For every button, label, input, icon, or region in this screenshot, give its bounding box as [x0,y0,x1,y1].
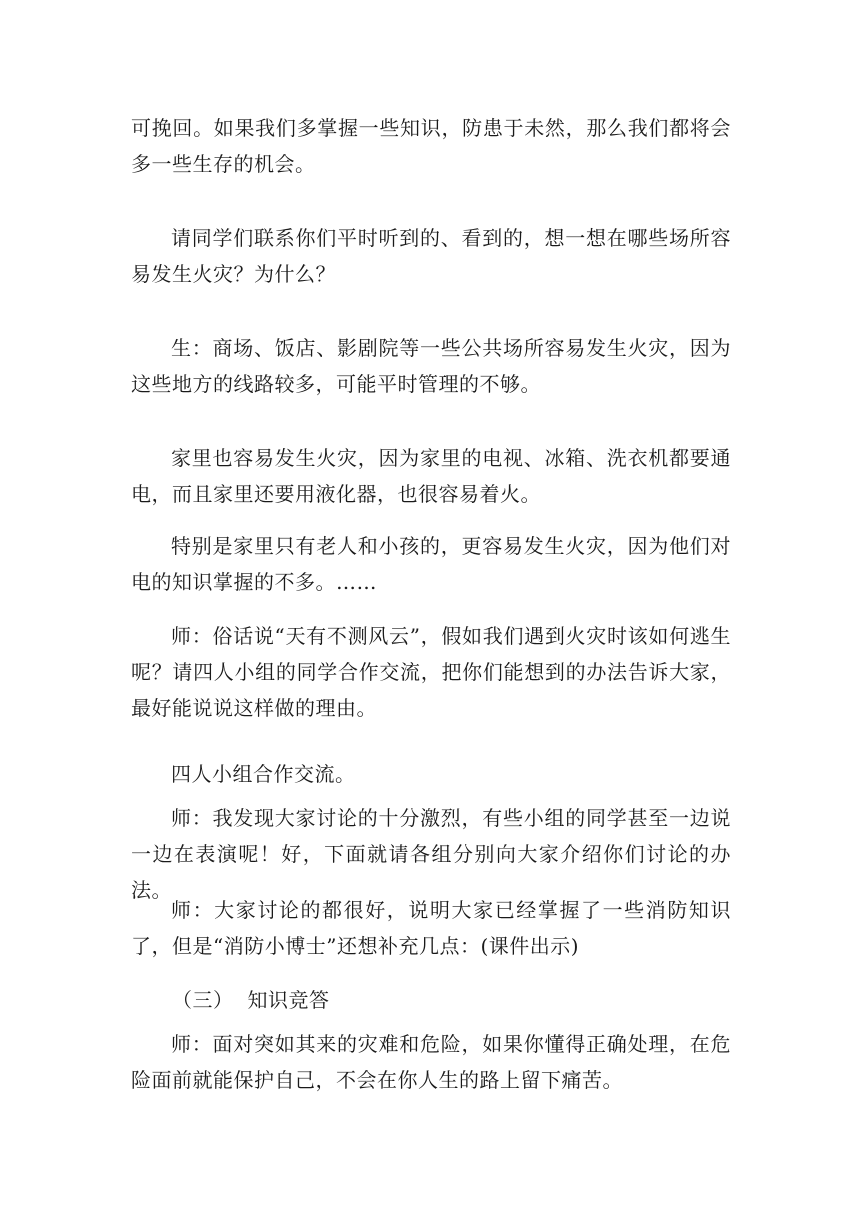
paragraph-5: 特别是家里只有老人和小孩的，更容易发生火灾，因为他们对电的知识掌握的不多。…… [131,534,731,594]
section-heading-title: 知识竞答 [247,988,330,1012]
section-heading [172,982,330,1018]
paragraph-3: 生：商场、饭店、影剧院等一些公共场所容易发生火灾，因为这些地方的线路较多，可能平时管理的不够。 [131,336,731,396]
paragraph-6: 师：俗话说“天有不测风云”，假如我们遇到火灾时该如何逃生呢？请四人小组的同学合作交流，把你们能想到的办法告诉大家，最好能说说这样做的理由。 [131,624,731,720]
paragraph-7: 四人小组合作交流。 [171,762,356,786]
paragraph-2: 请同学们联系你们平时听到的、看到的，想一想在哪些场所容易发生火灾？为什么？ [131,226,731,286]
paragraph-10: 师：面对突如其来的灾难和危险，如果你懂得正确处理，在危险面前就能保护自己，不会在你人生的路上留下痛苦。 [131,1032,731,1092]
section-heading-number: （三） [172,988,234,1012]
paragraph-1: 可挽回。如果我们多掌握一些知识，防患于未然，那么我们都将会多一些生存的机会。 [131,116,731,176]
paragraph-8: 师：我发现大家讨论的十分激烈，有些小组的同学甚至一边说一边在表演呢！好，下面就请各组分别向大家介绍你们讨论的办法。 [131,806,731,902]
paragraph-4: 家里也容易发生火灾，因为家里的电视、冰箱、洗衣机都要通电，而且家里还要用液化器，也很容易着火。 [131,446,731,506]
paragraph-9: 师：大家讨论的都很好，说明大家已经掌握了一些消防知识了，但是“消防小博士”还想补充几点：(课件出示) [131,898,731,958]
